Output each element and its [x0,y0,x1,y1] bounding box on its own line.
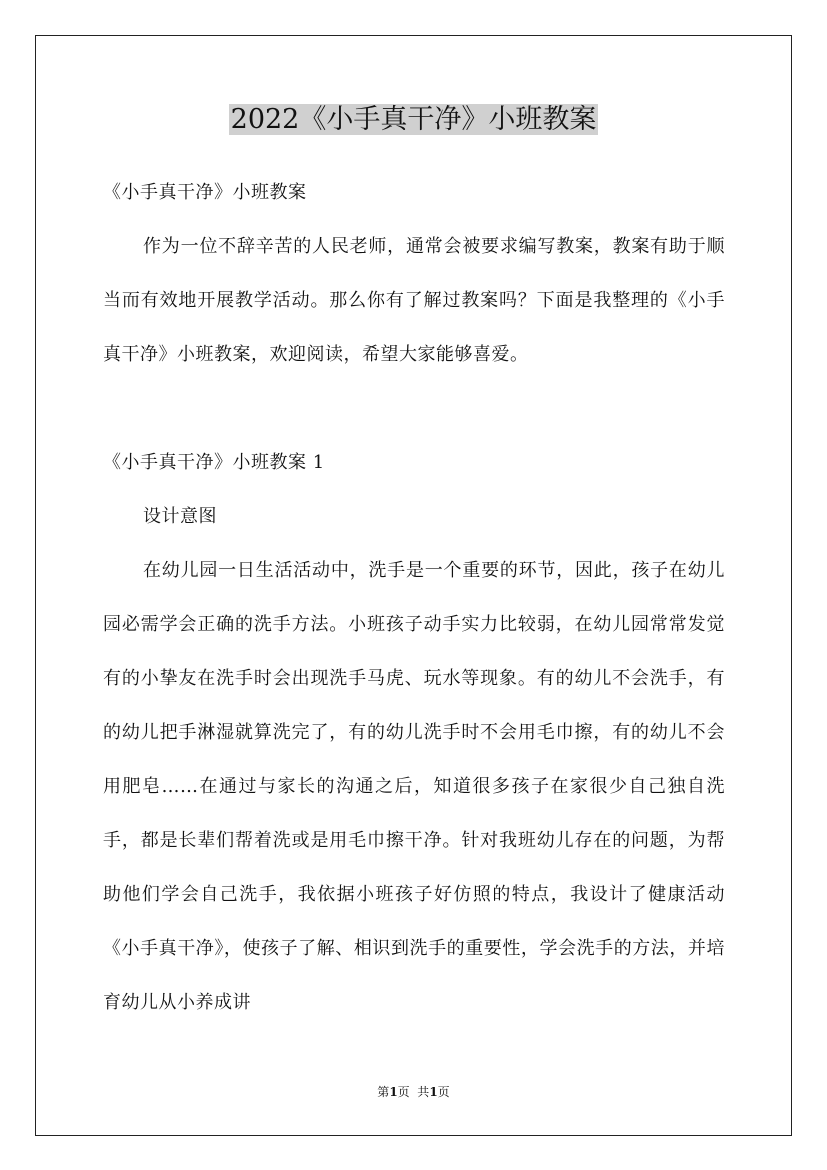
subtitle: 《小手真干净》小班教案 [103,182,307,203]
footer-suffix: 页 [437,1085,450,1099]
page-footer [0,1084,827,1100]
footer-total-pages: 1 [429,1085,438,1099]
intro-paragraph: 作为一位不辞辛苦的人民老师，通常会被要求编写教案，教案有助于顺当而有效地开展教学活动。那么你有了解过教案吗？下面是我整理的《小手真干净》小班教案，欢迎阅读，希望大家能够喜爱。 [103,236,725,365]
footer-prefix: 第 [377,1085,390,1099]
document-title [0,100,827,140]
section-title: 《小手真干净》小班教案 1 [103,452,325,473]
section-heading: 设计意图 [143,506,217,527]
footer-mid: 页 共 [397,1085,430,1099]
footer-current-page: 1 [389,1085,398,1099]
body-paragraph: 在幼儿园一日生活活动中，洗手是一个重要的环节，因此，孩子在幼儿园必需学会正确的洗手方法。小班孩子动手实力比较弱，在幼儿园常常发觉有的小挚友在洗手时会出现洗手马虎、玩水等现象。有的幼儿不会洗手，有的幼儿把手淋湿就算洗完了，有的幼儿洗手时不会用毛巾擦，有的幼儿不会用肥皂……在通过与家长的沟通之后，知道很多孩子在家很少自己独自洗手，都是长辈们帮着洗或是用毛巾擦干净。针对我班幼儿存在的问题，为帮助他们学会自己洗手，我依据小班孩子好仿照的特点，我设计了健康活动《小手真干净》，使孩子了解、相识到洗手的重要性，学会洗手的方法，并培育幼儿从小养成讲 [103,560,725,1013]
document-title-text: 2022《小手真干净》小班教案 [230,104,597,135]
